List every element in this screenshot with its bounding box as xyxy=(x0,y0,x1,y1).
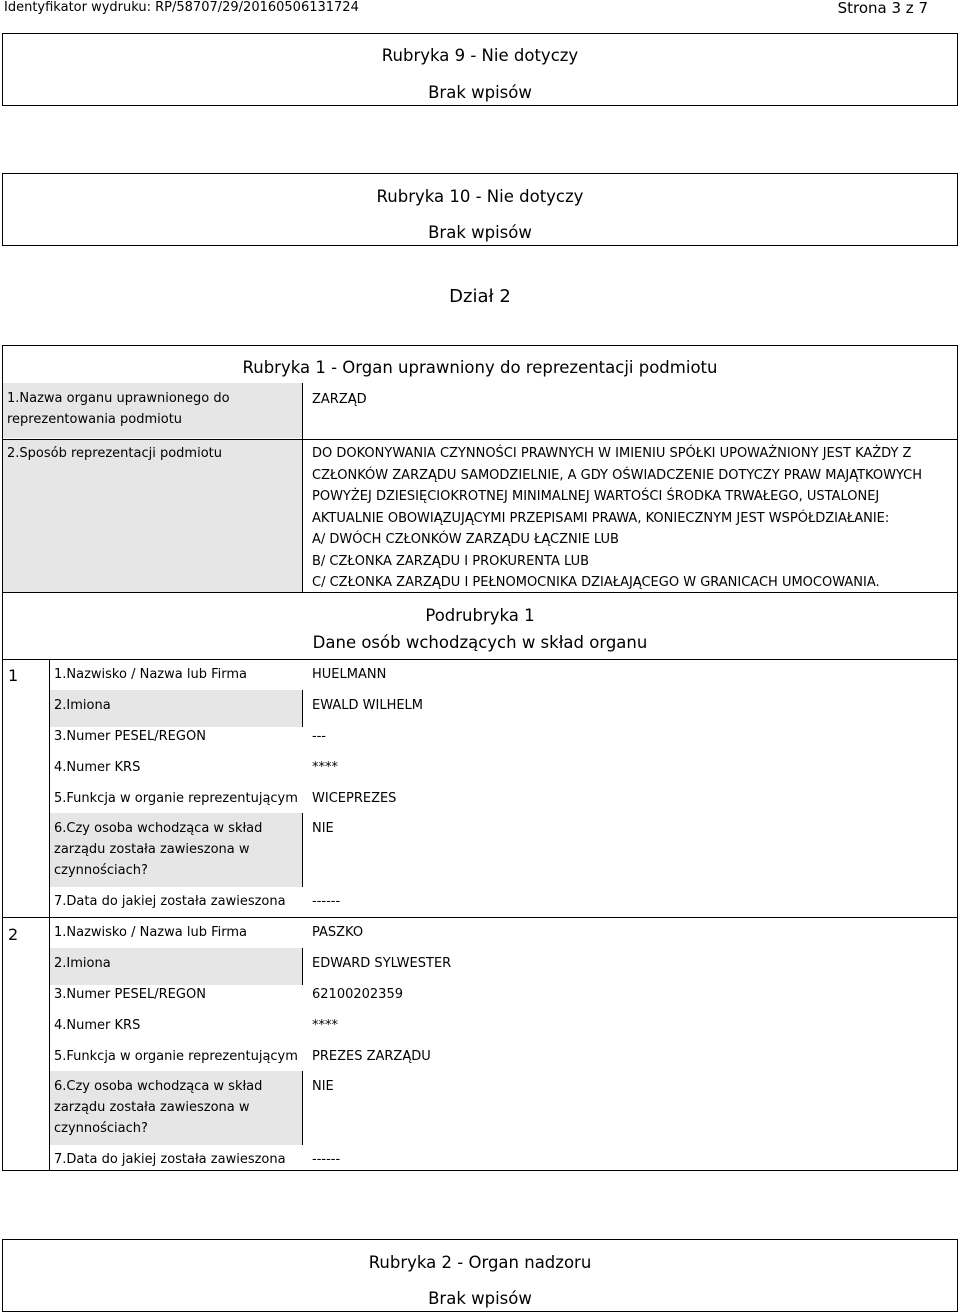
imiona-label: 2.Imiona xyxy=(54,698,111,713)
rubryka-9-status: Brak wpisów xyxy=(428,83,532,102)
person-2-funkcja: PREZES ZARZĄDU xyxy=(312,1049,431,1064)
person-1-krs: **** xyxy=(312,760,338,775)
person-1-zawieszona: NIE xyxy=(312,821,334,836)
organ-label: 1.Nazwa organu uprawnionego do reprezentowania podmiotu xyxy=(7,391,230,427)
page-number: Strona 3 z 7 xyxy=(837,0,928,17)
zawieszona-label: 6.Czy osoba wchodząca w skład xyxy=(54,1079,263,1094)
person-2-krs: **** xyxy=(312,1018,338,1033)
divider xyxy=(2,659,958,660)
sposob-line: DO DOKONYWANIA CZYNNOŚCI PRAWNYCH W IMIENIU SPÓŁKI UPOWAŻNIONY JEST KAŻDY Z xyxy=(312,446,912,461)
person-2-data: ------ xyxy=(312,1152,341,1167)
person-number: 2 xyxy=(8,925,19,944)
person-1-nazwisko: HUELMANN xyxy=(312,667,387,682)
rubryka-9-title: Rubryka 9 - Nie dotyczy xyxy=(381,46,579,65)
rubryka-9-box xyxy=(2,33,958,106)
person-1-imiona: EWALD WILHELM xyxy=(312,698,424,713)
funkcja-label: 5.Funkcja w organie reprezentującym xyxy=(54,1049,298,1064)
organ-value: ZARZĄD xyxy=(312,392,367,407)
data-zawieszenia-label: 7.Data do jakiej została zawieszona xyxy=(54,1152,286,1167)
sposob-line: C/ CZŁONKA ZARZĄDU I PEŁNOMOCNIKA DZIAŁAJĄCEGO W GRANICACH UMOCOWANIA. xyxy=(312,575,880,590)
person-2-zawieszona: NIE xyxy=(312,1079,334,1094)
sposob-line: AKTUALNIE OBOWIĄZUJĄCYMI PRZEPISAMI PRAWA, KONIECZNYM JEST WSPÓŁDZIAŁANIE: xyxy=(312,510,890,526)
rubryka-2-title: Rubryka 2 - Organ nadzoru xyxy=(368,1253,592,1272)
data-zawieszenia-label: 7.Data do jakiej została zawieszona xyxy=(54,894,286,909)
zawieszona-label: czynnościach? xyxy=(54,1121,148,1136)
sposob-line: CZŁONKÓW ZARZĄDU SAMODZIELNIE, A GDY OŚWIADCZENIE DOTYCZY PRAW MAJĄTKOWYCH xyxy=(312,467,923,483)
print-identifier: Identyfikator wydruku: RP/58707/29/20160506131724 xyxy=(4,0,359,15)
podrubryka-title: Podrubryka 1 xyxy=(425,606,535,625)
krs-label: 4.Numer KRS xyxy=(54,760,141,775)
imiona-label: 2.Imiona xyxy=(54,956,111,971)
funkcja-label: 5.Funkcja w organie reprezentującym xyxy=(54,791,298,806)
divider xyxy=(302,383,303,592)
person-1-data: ------ xyxy=(312,894,341,909)
divider xyxy=(302,690,303,727)
divider xyxy=(302,1071,303,1145)
sposob-label: 2.Sposób reprezentacji podmiotu xyxy=(7,446,222,461)
person-2-pesel: 62100202359 xyxy=(312,987,403,1002)
podrubryka-subtitle: Dane osób wchodzących w skład organu xyxy=(312,633,648,652)
nazwisko-label: 1.Nazwisko / Nazwa lub Firma xyxy=(54,667,247,682)
sposob-label-cell xyxy=(3,440,302,592)
nazwisko-label: 1.Nazwisko / Nazwa lub Firma xyxy=(54,925,247,940)
zawieszona-label: czynnościach? xyxy=(54,863,148,878)
rubryka-2-box xyxy=(2,1239,958,1312)
rubryka-10-status: Brak wpisów xyxy=(428,223,532,242)
rubryka-10-box xyxy=(2,173,958,246)
sposob-line: A/ DWÓCH CZŁONKÓW ZARZĄDU ŁĄCZNIE LUB xyxy=(312,532,619,547)
sposob-line: B/ CZŁONKA ZARZĄDU I PROKURENTA LUB xyxy=(312,553,590,569)
person-1-funkcja: WICEPREZES xyxy=(312,791,397,806)
divider xyxy=(2,917,958,918)
divider xyxy=(2,592,958,593)
sposob-line: POWYŻEJ DZIESIĘCIOKROTNEJ MINIMALNEJ WARTOŚCI ŚRODKA TRWAŁEGO, USTALONEJ xyxy=(312,489,880,504)
zawieszona-label: 6.Czy osoba wchodząca w skład xyxy=(54,821,263,836)
person-1-pesel: --- xyxy=(312,729,327,744)
rubryka-10-title: Rubryka 10 - Nie dotyczy xyxy=(376,187,584,206)
divider xyxy=(2,439,958,440)
rubryka-2-status: Brak wpisów xyxy=(428,1289,532,1308)
pesel-label: 3.Numer PESEL/REGON xyxy=(54,729,206,744)
pesel-label: 3.Numer PESEL/REGON xyxy=(54,987,206,1002)
organ-label-cell xyxy=(3,383,302,438)
zawieszona-label: zarządu została zawieszona w xyxy=(54,842,250,857)
rubryka-1-title: Rubryka 1 - Organ uprawniony do reprezentacji podmiotu xyxy=(242,358,718,377)
person-2-imiona: EDWARD SYLWESTER xyxy=(312,956,452,971)
divider xyxy=(302,813,303,887)
krs-label: 4.Numer KRS xyxy=(54,1018,141,1033)
person-2-nazwisko: PASZKO xyxy=(312,925,364,940)
dzial-title: Dział 2 xyxy=(449,286,511,307)
zawieszona-label: zarządu została zawieszona w xyxy=(54,1100,250,1115)
divider xyxy=(302,948,303,985)
person-number: 1 xyxy=(8,666,19,685)
